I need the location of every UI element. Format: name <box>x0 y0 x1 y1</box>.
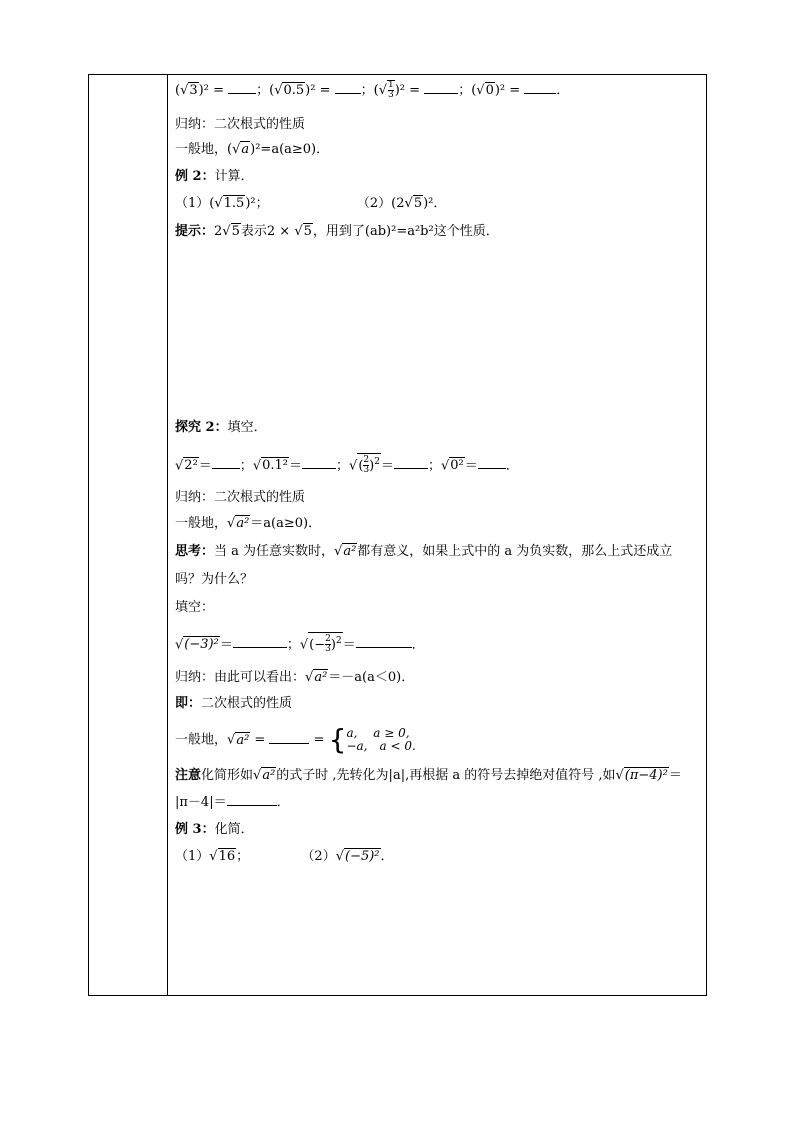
radical-sign: √ <box>476 83 485 98</box>
text: ＝ <box>380 458 394 474</box>
text: 一般地， <box>175 516 228 531</box>
text: ． <box>276 795 290 810</box>
answer-blank[interactable] <box>478 456 506 469</box>
text: ； <box>236 849 250 864</box>
text: ； <box>336 458 350 474</box>
example-3-items <box>175 847 394 867</box>
note-line-cont <box>175 793 290 813</box>
radical-sign: √ <box>404 196 413 211</box>
radical-sign: √ <box>232 142 241 157</box>
text: ＝ <box>464 458 478 474</box>
radical-sign: √ <box>378 83 387 98</box>
radicand: 0 <box>485 83 494 98</box>
answer-blank[interactable] <box>524 81 556 94</box>
radical-sign: √ <box>252 458 262 474</box>
example-label: 例 2： <box>175 169 215 184</box>
text: （2）(2 <box>356 196 405 211</box>
radicand: a² <box>236 516 250 531</box>
text: ． <box>380 849 394 864</box>
summary-label: 归纳： <box>175 117 215 132</box>
text: 化简形如 <box>201 768 254 783</box>
text: ＝ <box>219 637 233 653</box>
text: ； <box>239 458 253 474</box>
that-is-label: 即： <box>175 696 202 711</box>
text: ； <box>427 458 441 474</box>
think-line <box>175 542 672 562</box>
radicand: 2² <box>184 458 198 474</box>
text: 当 a 为任意实数时， <box>214 544 335 559</box>
text: |π－4|＝ <box>175 795 227 810</box>
radical-sign: √ <box>180 83 189 98</box>
text: )²． <box>423 196 447 211</box>
text: ． <box>411 637 425 653</box>
radicand: 5 <box>413 196 423 211</box>
summary-line-3 <box>175 668 414 688</box>
radical-sign: √ <box>209 849 218 864</box>
hint-line <box>175 222 499 242</box>
text: （2） <box>301 849 336 864</box>
text: ． <box>505 458 519 474</box>
text: 一般地， <box>175 732 228 748</box>
hint-label: 提示： <box>175 224 215 239</box>
radicand: 5 <box>231 224 240 239</box>
text: ＝ <box>198 458 212 474</box>
answer-blank[interactable] <box>335 81 361 94</box>
example-2-items <box>175 194 446 214</box>
answer-blank[interactable] <box>356 635 412 648</box>
radicand: a² <box>236 732 250 748</box>
radical-sign: √ <box>214 196 223 211</box>
radicand: a² <box>314 670 328 685</box>
text: ( <box>175 83 181 98</box>
think-label: 思考： <box>175 544 215 559</box>
radical-sign: √ <box>175 458 184 474</box>
fraction-two-thirds: $\frac{2}{3}$ <box>363 455 370 476</box>
fraction-one-third: $\frac{1}{3}$ <box>388 80 394 100</box>
note-line <box>175 766 682 786</box>
answer-blank[interactable] <box>302 456 336 469</box>
text: )² = <box>394 83 425 98</box>
radicand: a² <box>262 768 276 783</box>
text: ；( <box>360 83 379 98</box>
text: )² = <box>305 83 335 98</box>
text: 一般地，( <box>175 142 233 157</box>
answer-blank[interactable] <box>233 635 287 648</box>
radicand: (−3)² <box>184 637 219 653</box>
answer-blank[interactable] <box>227 793 277 806</box>
radical-sign: √ <box>175 637 184 653</box>
explore-text: 填空． <box>227 420 267 435</box>
summary-label: 归纳： <box>175 490 215 505</box>
text: 都有意义，如果上式中的 a 为负实数，那么上式还成立 <box>357 544 673 559</box>
table-column-divider <box>167 74 168 996</box>
case-nonnegative: a, a ≥ 0, <box>346 726 410 740</box>
radical-sign: √ <box>334 544 343 559</box>
that-is-line <box>175 694 292 714</box>
summary-line-1 <box>175 115 305 135</box>
example-3-heading <box>175 820 254 840</box>
think-line-cont <box>175 570 253 590</box>
fill-in-line-2: √2²＝ ；√0.1²＝ ；√( $\frac{2}{3}$ )$^2$＝ ；√0²＝ ． <box>175 453 519 473</box>
summary-text: 二次根式的性质 <box>214 117 306 132</box>
radicand: 0² <box>450 458 464 474</box>
text: ；( <box>458 83 477 98</box>
answer-blank[interactable] <box>394 456 428 469</box>
fraction-two-thirds: $\frac{2}{3}$ <box>325 634 331 655</box>
radicand: (−5)² <box>345 849 380 864</box>
text: ；( <box>256 83 275 98</box>
text: ＝ <box>289 458 303 474</box>
radical-sign: √ <box>305 670 314 685</box>
radicand: 1.5 <box>223 196 245 211</box>
radicand: 0.1² <box>262 458 288 474</box>
text: 表示2 × <box>240 224 295 239</box>
radical-sign: √ <box>222 224 231 239</box>
example-2-heading <box>175 167 254 187</box>
property-line-2 <box>175 514 321 534</box>
text: )²=a(a≥0)． <box>250 142 330 157</box>
text: 的式子时 ,先转化为|a|,再根据 a 的符号去掉绝对值符号 ,如 <box>276 768 616 783</box>
text: 填空： <box>175 600 215 615</box>
text: )² = <box>494 83 525 98</box>
text: = <box>309 732 329 748</box>
text: 二次根式的性质 <box>201 696 293 711</box>
example-text: 计算． <box>214 169 254 184</box>
case-negative: −a, a < 0. <box>346 739 416 753</box>
text: ＝ <box>668 768 682 783</box>
fill-in-heading <box>175 598 214 618</box>
answer-blank[interactable] <box>228 81 256 94</box>
text: ，用到了(ab)²=a²b²这个性质． <box>312 224 499 239</box>
summary-line-2 <box>175 488 305 508</box>
radicand: a <box>241 142 250 157</box>
property-line-1 <box>175 140 329 160</box>
text: 由此可以看出： <box>214 670 306 685</box>
example-label: 例 3： <box>175 822 215 837</box>
radical-sign: √ <box>349 458 358 474</box>
radical-sign: √ <box>440 458 450 474</box>
radicand: (π−4)² <box>624 768 668 783</box>
radical-sign: √ <box>227 516 236 531</box>
text: )²； <box>245 196 269 211</box>
answer-blank[interactable] <box>212 456 240 469</box>
radical-sign: √ <box>299 637 309 653</box>
radical-sign: √ <box>227 732 236 748</box>
text: = <box>250 732 270 748</box>
explore-label: 探究 2： <box>175 420 228 435</box>
text: ＝a(a≥0)． <box>250 516 322 531</box>
radicand: a² <box>343 544 357 559</box>
radicand: 16 <box>218 849 236 864</box>
radical-sign: √ <box>294 224 303 239</box>
text: ＝ <box>342 637 356 653</box>
piecewise-line <box>175 723 416 756</box>
summary-text: 二次根式的性质 <box>214 490 306 505</box>
text: （1）( <box>175 196 215 211</box>
answer-blank[interactable] <box>269 731 309 744</box>
text: 吗？为什么？ <box>175 572 254 587</box>
text: （1） <box>175 849 210 864</box>
radical-sign: √ <box>274 83 283 98</box>
radicand: 0.5 <box>283 83 305 98</box>
answer-blank[interactable] <box>424 81 458 94</box>
radicand: 3 <box>189 83 198 98</box>
radical-sign: √ <box>253 768 262 783</box>
radical-sign: √ <box>615 768 624 783</box>
text: 2 <box>214 224 223 239</box>
text: ； <box>286 637 300 653</box>
text: )² = <box>198 83 229 98</box>
radicand: 5 <box>303 224 312 239</box>
fill-in-line-1 <box>175 80 569 100</box>
piecewise-cases: { a, a ≥ 0, −a, a < 0. <box>328 723 416 756</box>
note-label: 注意 <box>175 768 202 783</box>
summary-label: 归纳： <box>175 670 215 685</box>
explore-2-heading <box>175 418 267 438</box>
radical-sign: √ <box>335 849 344 864</box>
fill-in-line-3: √(−3)²＝ ；√(− $\frac{2}{3}$ )$^2$＝ ． <box>175 632 425 652</box>
text: ＝－a(a＜0)． <box>328 670 415 685</box>
text: ． <box>556 83 570 98</box>
example-text: 化简． <box>214 822 254 837</box>
